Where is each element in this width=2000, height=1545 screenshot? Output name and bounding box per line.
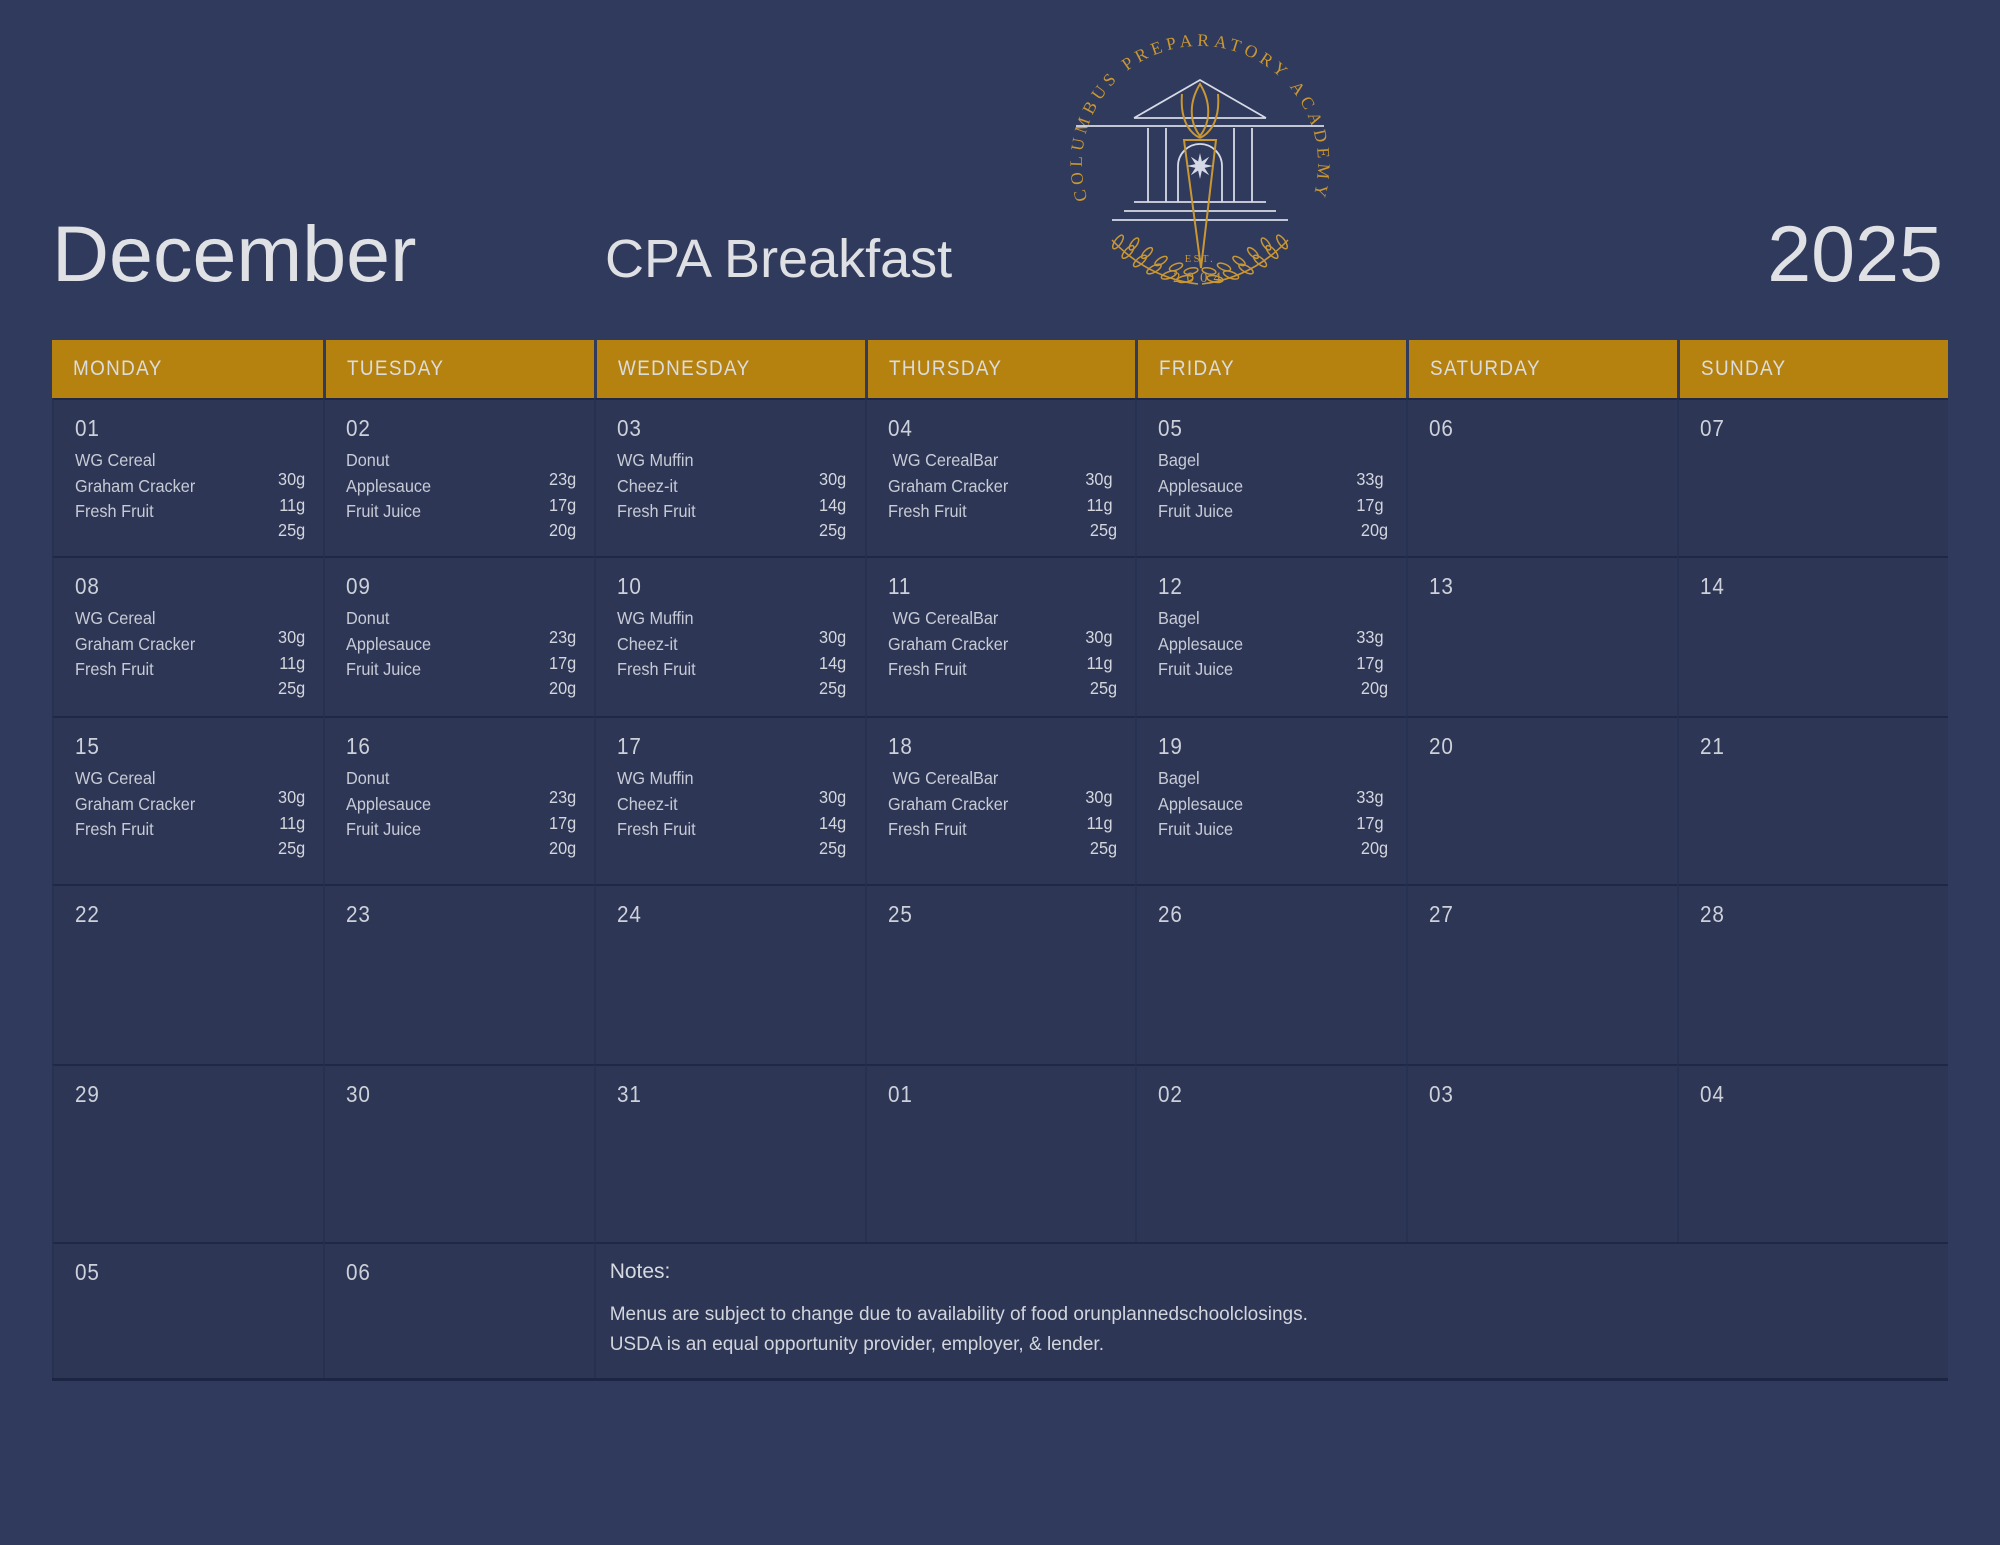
menu-item: Bagel <box>1158 768 1201 788</box>
notes-heading: Notes: <box>609 1260 671 1283</box>
gram-value: 20g <box>1361 838 1389 858</box>
week-row <box>52 884 1948 1064</box>
calendar-grid <box>52 340 1948 1381</box>
gram-value: 11g <box>1086 812 1118 833</box>
gram-value: 14g <box>819 812 847 833</box>
date-number: 23 <box>345 901 371 927</box>
week-row <box>52 1242 1948 1381</box>
day-menu-content <box>75 448 323 544</box>
weekday-header-cell <box>52 340 323 398</box>
day-cell <box>865 398 1136 556</box>
menu-items <box>346 448 431 544</box>
menu-item: WG Cereal <box>75 450 156 470</box>
gram-value: 25g <box>1090 678 1118 698</box>
menu-items <box>346 766 431 862</box>
date-number: 25 <box>887 901 913 927</box>
gram-values <box>1086 467 1118 544</box>
day-cell <box>323 884 594 1064</box>
gram-value: 11g <box>278 494 305 515</box>
date-number: 03 <box>1429 1081 1455 1107</box>
gram-value: 23g <box>548 787 576 807</box>
menu-item: Cheez-it <box>616 475 678 496</box>
date-number: 03 <box>616 415 642 441</box>
day-cell <box>1406 884 1677 1064</box>
gram-value: 30g <box>1085 469 1118 489</box>
date-number: 13 <box>1429 573 1455 599</box>
gram-value: 30g <box>819 627 847 647</box>
logo-est-year: 2004 <box>1173 270 1227 286</box>
weekday-header-cell <box>594 340 865 398</box>
gram-values <box>1086 625 1118 702</box>
date-number: 22 <box>75 901 100 927</box>
menu-item: Applesauce <box>1158 793 1244 814</box>
menu-item: Donut <box>345 450 390 470</box>
menu-item: WG Muffin <box>616 608 694 628</box>
logo-arc-text: COLUMBUS PREPARATORY ACADEMY <box>1065 29 1335 204</box>
gram-value: 25g <box>277 520 305 540</box>
day-cell <box>323 556 594 716</box>
day-menu-content <box>1158 766 1406 862</box>
gram-value: 30g <box>277 627 305 647</box>
gram-values <box>549 785 576 862</box>
gram-value: 11g <box>1086 494 1118 515</box>
day-cell <box>52 398 323 556</box>
gram-values <box>549 625 576 702</box>
day-cell <box>1677 1064 1948 1242</box>
date-number: 19 <box>1158 733 1184 759</box>
day-cell <box>52 1064 323 1242</box>
day-cell <box>1677 398 1948 556</box>
menu-item: WG Muffin <box>616 768 694 788</box>
gram-value: 20g <box>548 520 576 540</box>
date-number: 31 <box>616 1081 642 1107</box>
menu-item: Applesauce <box>345 633 431 654</box>
gram-value: 23g <box>548 469 576 489</box>
menu-item: Applesauce <box>1158 475 1244 496</box>
day-cell <box>1406 398 1677 556</box>
day-cell <box>1677 716 1948 884</box>
menu-item: WG Muffin <box>616 450 694 470</box>
date-number: 30 <box>345 1081 371 1107</box>
day-cell <box>1406 556 1677 716</box>
day-cell <box>594 716 865 884</box>
day-cell <box>52 556 323 716</box>
date-number: 18 <box>887 733 913 759</box>
menu-items <box>617 766 696 862</box>
menu-item: WG CerealBar <box>887 450 998 470</box>
gram-value: 33g <box>1356 627 1389 647</box>
weekday-header-cell <box>865 340 1136 398</box>
weekday-label: FRIDAY <box>1159 357 1236 380</box>
menu-item: Fresh Fruit <box>75 659 154 679</box>
notes-line: Menus are subject to change due to availability of food orunplannedschoolclosings. <box>609 1304 1308 1325</box>
gram-values <box>819 785 846 862</box>
weekday-label: SUNDAY <box>1701 357 1787 380</box>
menu-item: Donut <box>345 608 390 628</box>
date-number: 12 <box>1158 573 1184 599</box>
week-row <box>52 556 1948 716</box>
date-number: 28 <box>1700 901 1725 927</box>
gram-value: 20g <box>548 678 576 698</box>
gram-value: 33g <box>1356 787 1389 807</box>
gram-value: 33g <box>1356 469 1389 489</box>
date-number: 06 <box>345 1259 371 1285</box>
day-menu-content <box>75 606 323 702</box>
menu-items <box>1158 606 1243 702</box>
menu-items <box>75 766 195 862</box>
menu-item: Fresh Fruit <box>887 819 967 839</box>
menu-item: Graham Cracker <box>887 633 1008 654</box>
date-number: 17 <box>616 733 642 759</box>
menu-item: Cheez-it <box>616 793 678 814</box>
gram-value: 30g <box>1085 787 1118 807</box>
date-number: 08 <box>75 573 100 599</box>
day-cell <box>323 398 594 556</box>
gram-value: 30g <box>819 787 847 807</box>
gram-value: 30g <box>277 787 305 807</box>
gram-values <box>1086 785 1118 862</box>
day-menu-content <box>617 448 865 544</box>
year-title: 2025 <box>1767 209 1943 298</box>
day-menu-content <box>888 448 1136 544</box>
day-cell <box>323 1064 594 1242</box>
menu-items <box>1158 448 1243 544</box>
date-number: 09 <box>345 573 371 599</box>
date-number: 05 <box>75 1259 100 1285</box>
weekday-header-row <box>52 340 1948 398</box>
day-menu-content <box>617 766 865 862</box>
gram-value: 25g <box>1090 520 1118 540</box>
menu-items <box>617 606 696 702</box>
date-number: 01 <box>75 415 100 441</box>
date-number: 02 <box>1158 1081 1184 1107</box>
menu-item: WG Cereal <box>75 768 156 788</box>
gram-value: 17g <box>1356 494 1389 515</box>
day-cell <box>52 884 323 1064</box>
menu-item: Fruit Juice <box>1158 819 1234 839</box>
gram-value: 30g <box>1085 627 1118 647</box>
gram-value: 17g <box>1356 812 1389 833</box>
gram-value: 17g <box>548 812 576 833</box>
menu-item: Fruit Juice <box>1158 659 1234 679</box>
gram-value: 25g <box>819 520 847 540</box>
menu-item: Graham Cracker <box>75 633 196 654</box>
menu-item: WG CerealBar <box>887 608 998 628</box>
gram-value: 20g <box>548 838 576 858</box>
menu-item: Fresh Fruit <box>616 659 696 679</box>
menu-items <box>1158 766 1243 862</box>
weekday-label: WEDNESDAY <box>617 357 751 380</box>
gram-value: 25g <box>277 838 305 858</box>
week-row <box>52 1064 1948 1242</box>
weekday-header-cell <box>323 340 594 398</box>
day-cell <box>594 556 865 716</box>
date-number: 11 <box>887 573 911 599</box>
day-cell <box>865 556 1136 716</box>
day-menu-content <box>888 766 1136 862</box>
menu-item: Fruit Juice <box>1158 501 1234 521</box>
gram-values <box>278 785 305 862</box>
gram-values <box>1357 467 1389 544</box>
gram-value: 17g <box>548 652 576 673</box>
date-number: 24 <box>616 901 642 927</box>
weekday-label: TUESDAY <box>346 357 445 380</box>
day-cell <box>1135 884 1406 1064</box>
notes-cell <box>594 1242 1948 1378</box>
menu-item: Fresh Fruit <box>887 501 967 521</box>
gram-value: 20g <box>1361 520 1389 540</box>
day-cell <box>594 884 865 1064</box>
menu-item: Fresh Fruit <box>75 819 154 839</box>
day-cell <box>1135 716 1406 884</box>
menu-item: Fresh Fruit <box>75 501 154 521</box>
weekday-label: THURSDAY <box>888 357 1002 380</box>
menu-item: Applesauce <box>345 793 431 814</box>
menu-item: Graham Cracker <box>75 475 196 496</box>
gram-values <box>819 625 846 702</box>
gram-value: 30g <box>819 469 847 489</box>
menu-items <box>888 766 1008 862</box>
menu-items <box>617 448 696 544</box>
day-cell <box>1135 556 1406 716</box>
menu-item: Donut <box>345 768 390 788</box>
menu-item: Fruit Juice <box>345 501 421 521</box>
gram-value: 30g <box>277 469 305 489</box>
day-cell <box>323 1242 594 1378</box>
day-menu-content <box>1158 606 1406 702</box>
gram-value: 11g <box>278 652 305 673</box>
date-number: 06 <box>1429 415 1455 441</box>
weekday-header-cell <box>1406 340 1677 398</box>
day-menu-content <box>1158 448 1406 544</box>
day-cell <box>1677 556 1948 716</box>
date-number: 15 <box>75 733 100 759</box>
menu-item: Bagel <box>1158 450 1201 470</box>
day-menu-content <box>617 606 865 702</box>
menu-item: Fresh Fruit <box>616 819 696 839</box>
date-number: 29 <box>75 1081 100 1107</box>
gram-values <box>1357 785 1389 862</box>
gram-values <box>819 467 846 544</box>
date-number: 07 <box>1700 415 1725 441</box>
date-number: 21 <box>1700 733 1725 759</box>
menu-item: Graham Cracker <box>75 793 196 814</box>
menu-items <box>346 606 431 702</box>
menu-item: Graham Cracker <box>887 475 1008 496</box>
gram-value: 14g <box>819 652 847 673</box>
date-number: 20 <box>1429 733 1455 759</box>
notes-line: USDA is an equal opportunity provider, employer, & lender. <box>609 1334 1104 1355</box>
day-cell <box>1135 398 1406 556</box>
day-cell <box>865 716 1136 884</box>
day-menu-content <box>346 606 594 702</box>
date-number: 26 <box>1158 901 1184 927</box>
day-cell <box>1406 1064 1677 1242</box>
date-number: 01 <box>887 1081 913 1107</box>
menu-item: Fruit Juice <box>345 819 421 839</box>
logo-building-icon <box>1076 80 1324 220</box>
date-number: 14 <box>1700 573 1725 599</box>
week-row <box>52 716 1948 884</box>
gram-values <box>1357 625 1389 702</box>
gram-values <box>278 625 305 702</box>
logo-star-icon <box>1187 153 1213 179</box>
menu-item: Applesauce <box>1158 633 1244 654</box>
date-number: 04 <box>887 415 913 441</box>
school-logo-icon <box>1048 6 1352 322</box>
day-cell <box>323 716 594 884</box>
weekday-header-cell <box>1135 340 1406 398</box>
day-menu-content <box>346 448 594 544</box>
weekday-header-cell <box>1677 340 1948 398</box>
day-cell <box>52 1242 323 1378</box>
menu-title: CPA Breakfast <box>605 229 953 289</box>
logo-est-label: EST. <box>1184 254 1216 265</box>
day-menu-content <box>888 606 1136 702</box>
gram-value: 20g <box>1361 678 1389 698</box>
menu-items <box>888 606 1008 702</box>
menu-items <box>75 606 195 702</box>
date-number: 10 <box>616 573 642 599</box>
menu-item: Graham Cracker <box>887 793 1008 814</box>
weekday-label: MONDAY <box>73 357 163 380</box>
menu-items <box>888 448 1008 544</box>
gram-value: 25g <box>277 678 305 698</box>
day-menu-content <box>75 766 323 862</box>
gram-values <box>278 467 305 544</box>
gram-value: 23g <box>548 627 576 647</box>
gram-values <box>549 467 576 544</box>
day-cell <box>1677 884 1948 1064</box>
menu-item: Applesauce <box>345 475 431 496</box>
menu-item: Cheez-it <box>616 633 678 654</box>
menu-items <box>75 448 195 544</box>
date-number: 27 <box>1429 901 1455 927</box>
day-menu-content <box>346 766 594 862</box>
gram-value: 25g <box>1090 838 1118 858</box>
day-cell <box>594 1064 865 1242</box>
menu-item: Fresh Fruit <box>887 659 967 679</box>
menu-item: Fruit Juice <box>345 659 421 679</box>
day-cell <box>1135 1064 1406 1242</box>
date-number: 05 <box>1158 415 1184 441</box>
date-number: 04 <box>1700 1081 1725 1107</box>
menu-item: WG Cereal <box>75 608 156 628</box>
day-cell <box>865 884 1136 1064</box>
gram-value: 11g <box>278 812 305 833</box>
gram-value: 17g <box>548 494 576 515</box>
gram-value: 25g <box>819 838 847 858</box>
menu-item: Fresh Fruit <box>616 501 696 521</box>
menu-item: Bagel <box>1158 608 1201 628</box>
date-number: 16 <box>345 733 371 759</box>
gram-value: 17g <box>1356 652 1389 673</box>
month-title: December <box>52 209 417 298</box>
weekday-label: SATURDAY <box>1430 357 1542 380</box>
gram-value: 11g <box>1086 652 1118 673</box>
gram-value: 14g <box>819 494 847 515</box>
date-number: 02 <box>345 415 371 441</box>
day-cell <box>1406 716 1677 884</box>
day-cell <box>865 1064 1136 1242</box>
gram-value: 25g <box>819 678 847 698</box>
day-cell <box>52 716 323 884</box>
menu-item: WG CerealBar <box>887 768 998 788</box>
week-row <box>52 398 1948 556</box>
day-cell <box>594 398 865 556</box>
